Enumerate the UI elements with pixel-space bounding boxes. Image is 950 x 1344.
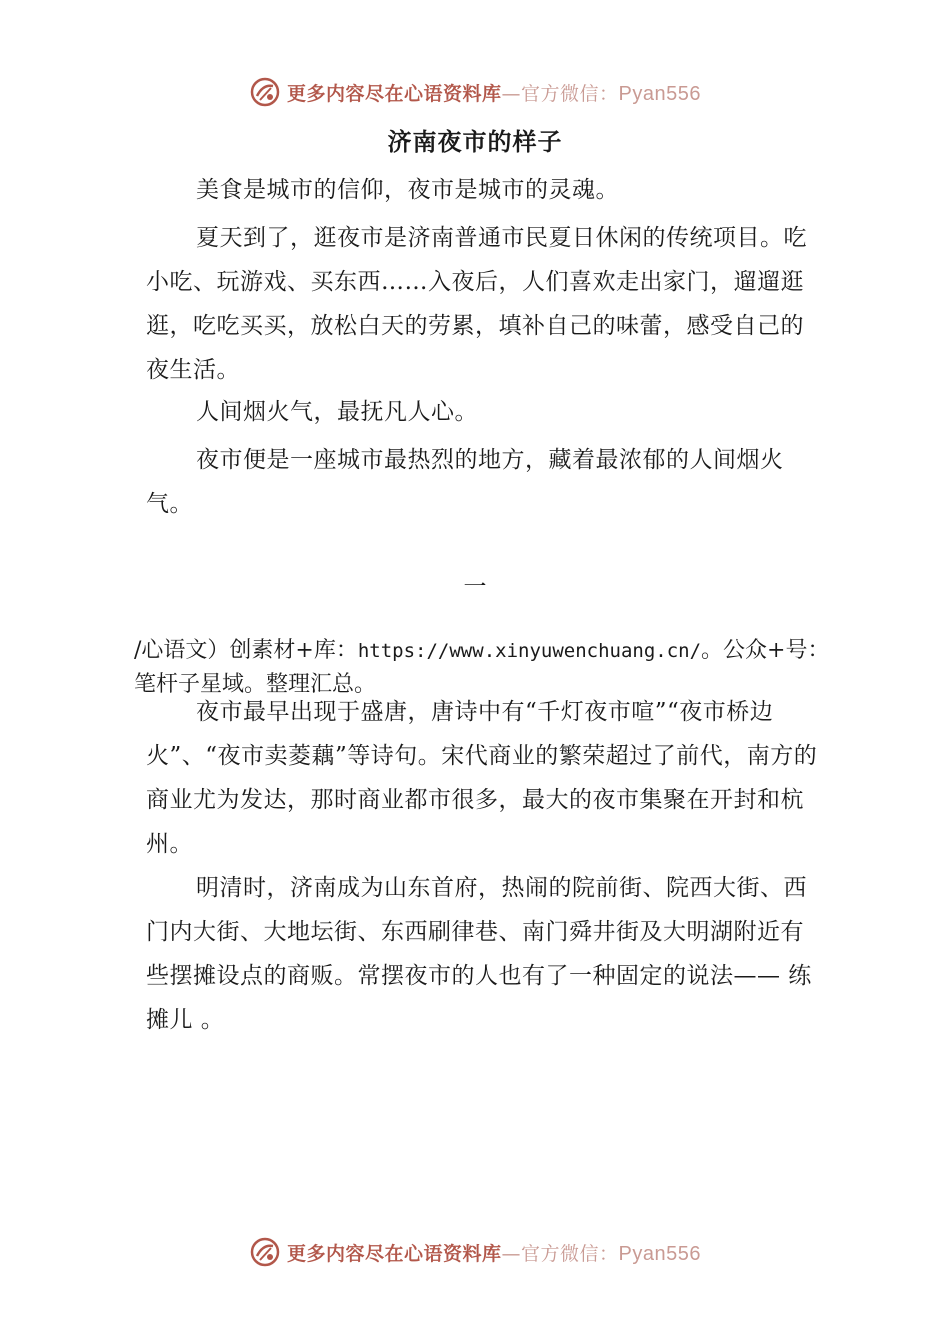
header-banner (0, 72, 950, 112)
banner-rest-text: —官方微信： (501, 82, 619, 105)
page-title: 济南夜市的样子 (387, 127, 563, 156)
logo-icon (249, 1236, 281, 1268)
logo-icon (249, 76, 281, 108)
paragraph-3-text: 人间烟火气，最抚凡人心。 (196, 399, 478, 425)
paragraph-4-text: 夜市便是一座城市最热烈的地方，藏着最浓郁的人间烟火气。 (146, 447, 784, 517)
footer-banner (0, 1232, 950, 1272)
paragraph-3 (146, 390, 826, 434)
paragraph-6 (146, 866, 826, 1042)
banner-wechat-id: Pyan556 (618, 1242, 701, 1265)
banner-wechat-id: Pyan556 (618, 82, 701, 105)
section-number: 一 (463, 574, 487, 600)
paragraph-6-text: 明清时，济南成为山东首府，热闹的院前街、院西大街、西门内大街、大地坛街、东西刷律巷、南门舜井街及大明湖附近有些摆摊设点的商贩。常摆夜市的人也有了一种固定的说法—— 练摊儿 。 (146, 875, 812, 1033)
banner-text (287, 79, 701, 106)
banner-text (287, 1239, 701, 1266)
source-prefix: /心语文）创素材+库： (134, 638, 358, 663)
source-url: https://www.xinyuwenchuang.cn/ (357, 640, 702, 662)
paragraph-1 (146, 168, 826, 212)
paragraph-2-text: 夏天到了，逛夜市是济南普通市民夏日休闲的传统项目。吃小吃、玩游戏、买东西……入夜后，人们喜欢走出家门，遛遛逛逛，吃吃买买，放松白天的劳累，填补自己的味蕾，感受自己的夜生活。 (146, 225, 807, 383)
paragraph-5 (146, 690, 826, 866)
paragraph-4 (146, 438, 826, 526)
paragraph-1-text: 美食是城市的信仰，夜市是城市的灵魂。 (196, 177, 619, 203)
banner-strong-text: 更多内容尽在心语资料库 (287, 82, 502, 105)
source-suffix: 。公众+号：笔杆子星域。整理汇总。 (134, 638, 830, 697)
paragraph-5-text: 夜市最早出现于盛唐，唐诗中有“千灯夜市喧”“夜市桥边火”、“夜市卖菱藕”等诗句。宋代商业的繁荣超过了前代，南方的商业尤为发达，那时商业都市很多，最大的夜市集聚在开封和杭州。 (146, 699, 818, 857)
paragraph-2 (146, 216, 826, 392)
banner-strong-text: 更多内容尽在心语资料库 (287, 1242, 502, 1265)
banner-rest-text: —官方微信： (501, 1242, 619, 1265)
